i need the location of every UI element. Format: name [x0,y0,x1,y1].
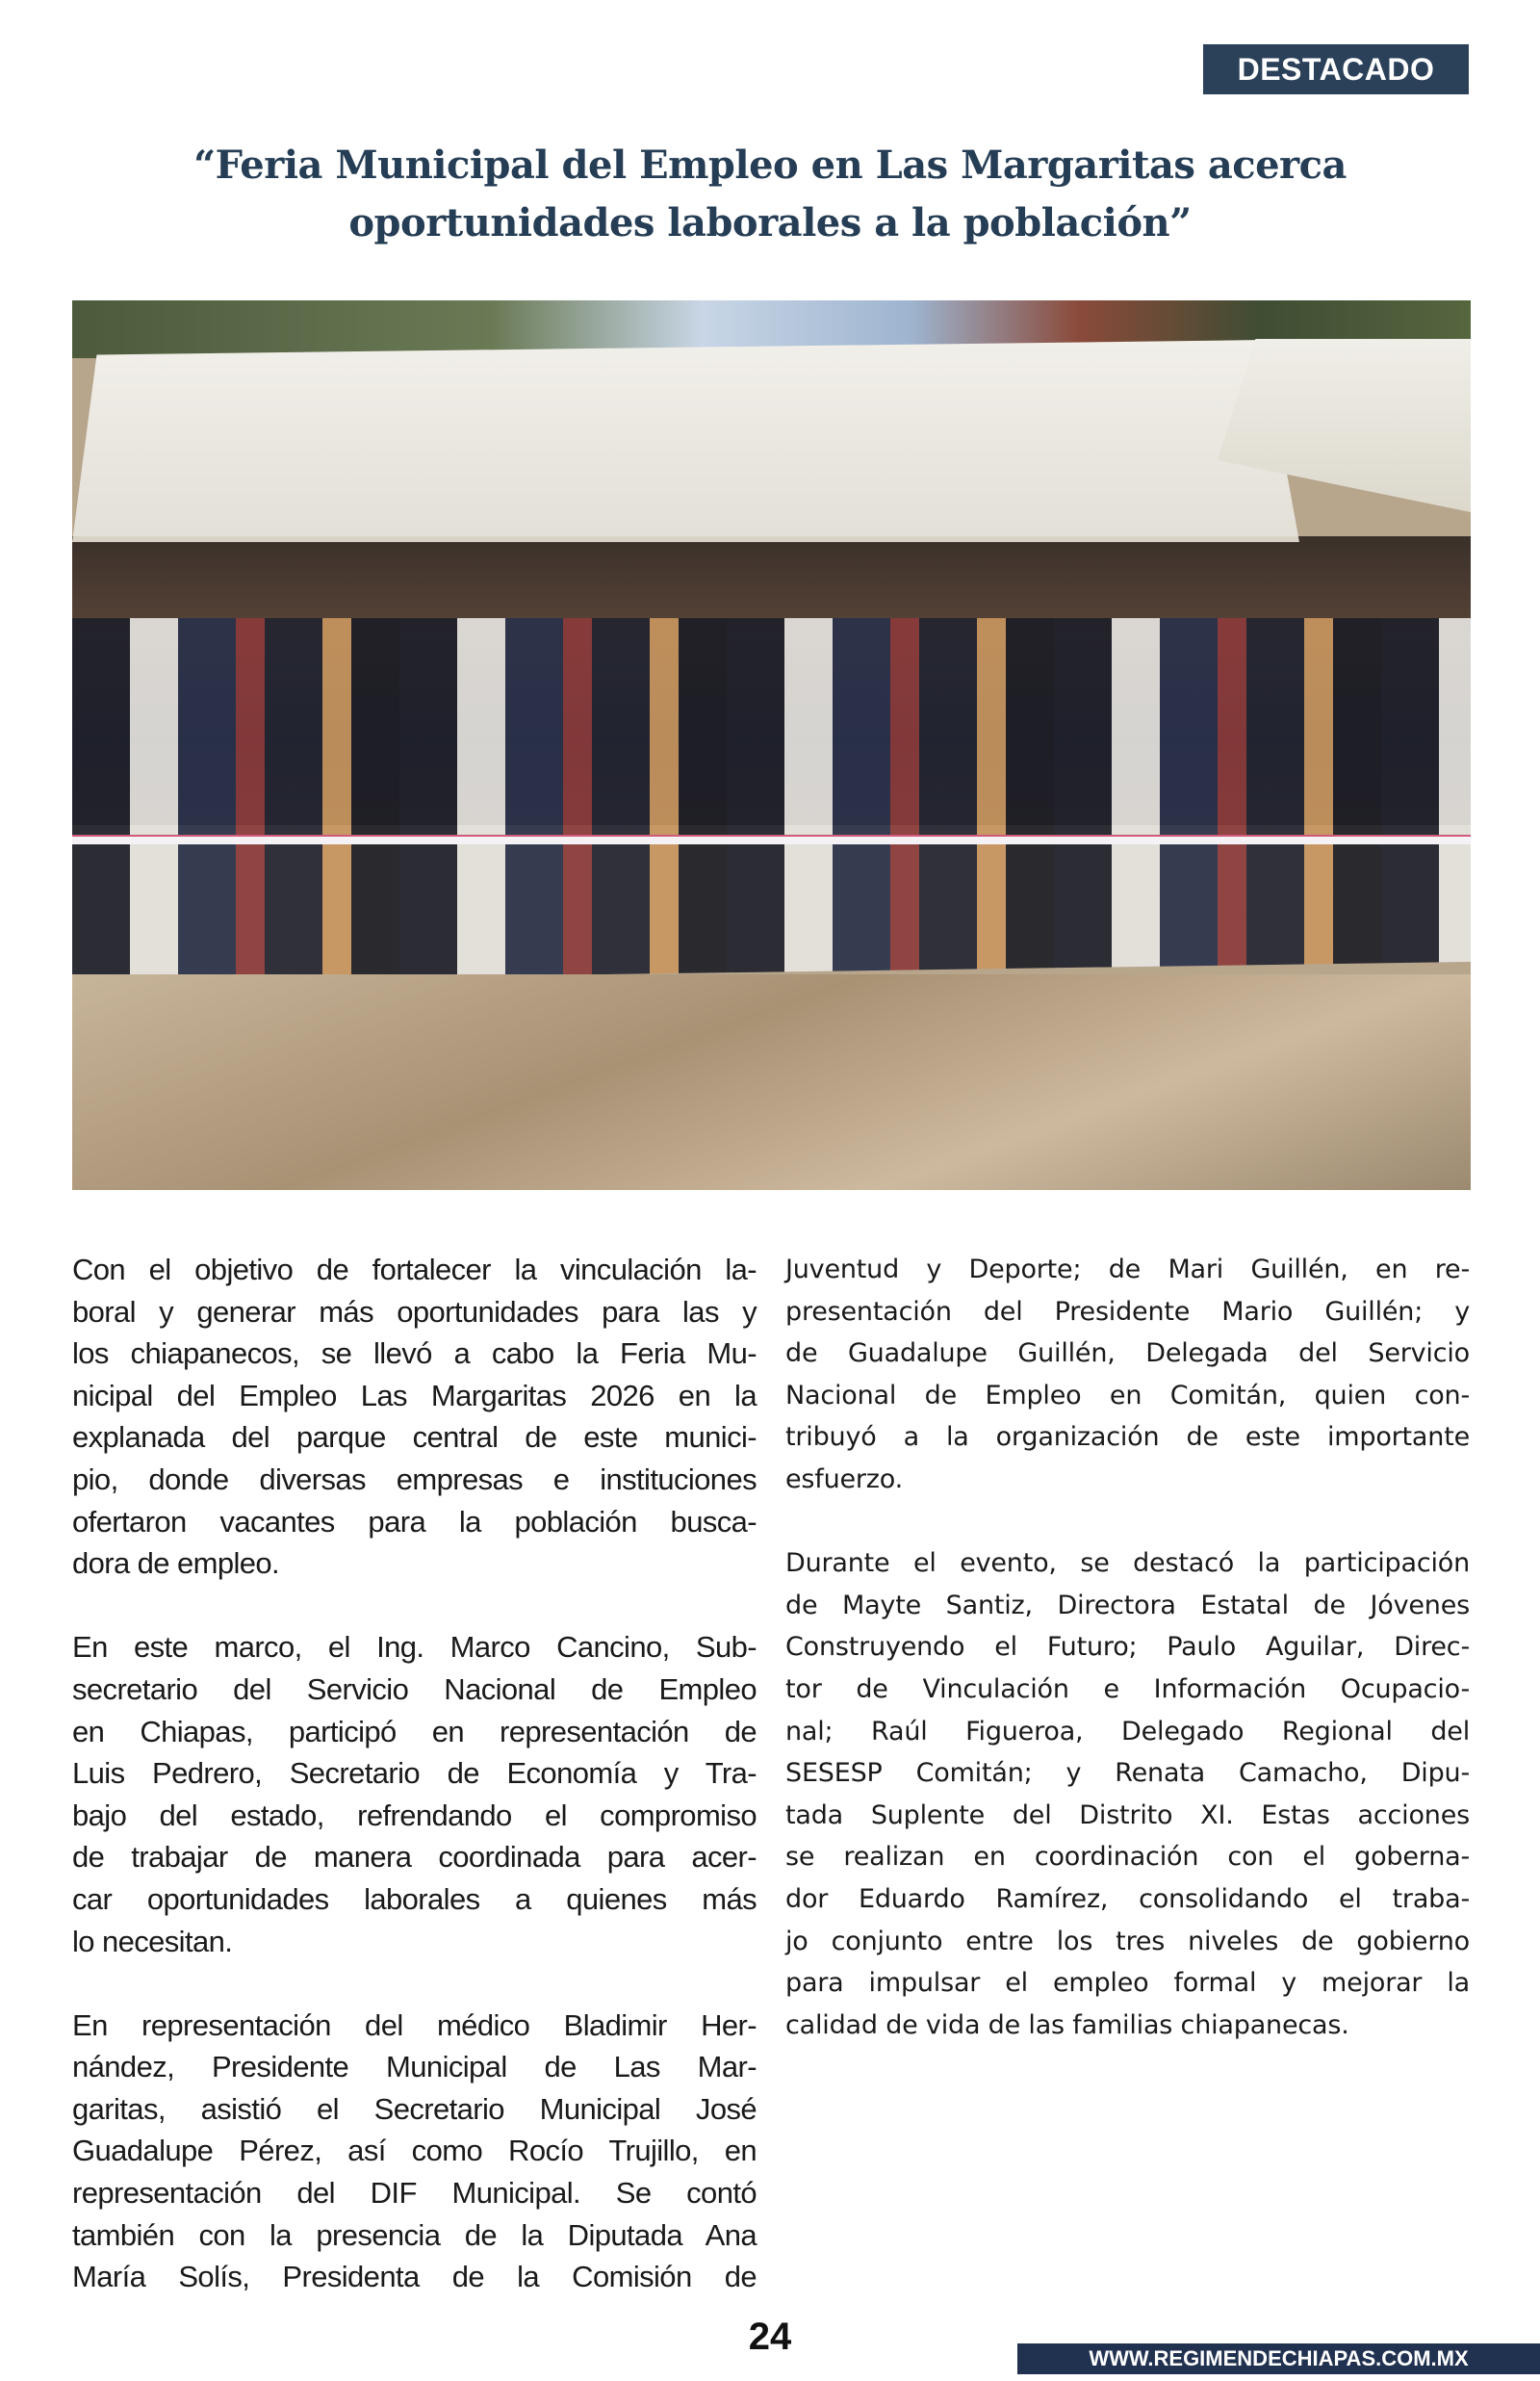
section-badge: DESTACADO [1203,44,1469,94]
paragraph-line: Durante el evento, se destacó la participación [785,1548,1470,1579]
footer-website-url[interactable]: WWW.REGIMENDECHIAPAS.COM.MX [1017,2343,1540,2374]
paragraph-line: Luis Pedrero, Secretario de Economía y Tra- [72,1756,757,1791]
photo-stone-floor [72,974,1471,1190]
paragraph-line: ofertaron vacantes para la población busca- [72,1504,757,1539]
paragraph-line: para impulsar el empleo formal y mejorar la [785,1968,1470,1999]
paragraph-line: nicipal del Empleo Las Margaritas 2026 en la [72,1378,757,1412]
article-paragraph [785,1249,1470,1501]
article-column-left [72,1249,757,2340]
paragraph-line: dora de empleo. [72,1546,280,1581]
paragraph-line: de Guadalupe Guillén, Delegada del Servicio [785,1338,1470,1369]
paragraph-line: presentación del Presidente Mario Guillén; y [785,1296,1470,1327]
paragraph-line: Construyendo el Futuro; Paulo Aguilar, Direc- [785,1632,1470,1663]
paragraph-line: pio, donde diversas empresas e instituciones [72,1462,757,1496]
page-number: 24 [748,2316,792,2358]
event-photo [72,300,1471,1190]
title-line: oportunidades laborales a la población” [348,200,1192,246]
paragraph-line: Con el objetivo de fortalecer la vinculación la- [72,1253,757,1286]
photo-officials-row [72,618,1471,1022]
paragraph-line: tribuyó a la organización de este importante [785,1422,1470,1453]
paragraph-line: garitas, asistió el Secretario Municipal José [72,2091,757,2126]
paragraph-line: calidad de vida de las familias chiapanecas. [785,2009,1349,2040]
photo-inauguration-ribbon [72,835,1471,844]
article-paragraph [72,1249,757,1585]
article-title [58,137,1482,252]
paragraph-line: secretario del Servicio Nacional de Empleo [72,1671,757,1706]
paragraph-line: esfuerzo. [785,1463,904,1494]
paragraph-line: Nacional de Empleo en Comitán, quien con- [785,1380,1470,1410]
paragraph-line: bajo del estado, refrendando el compromiso [72,1798,757,1832]
paragraph-line: explanada del parque central de este munici- [72,1420,757,1455]
title-line: “Feria Municipal del Empleo en Las Margaritas acerca [193,142,1347,188]
paragraph-line: tada Suplente del Distrito XI. Estas acciones [785,1799,1470,1830]
article-paragraph [785,1542,1470,2046]
paragraph-line: Juventud y Deporte; de Mari Guillén, en re- [785,1255,1470,1284]
paragraph-line: nández, Presidente Municipal de Las Mar- [72,2050,757,2084]
paragraph-line: En representación del médico Bladimir Her- [72,2007,757,2042]
article-paragraph [72,1626,757,1962]
paragraph-line: nal; Raúl Figueroa, Delegado Regional del [785,1716,1470,1747]
paragraph-line: jo conjunto entre los tres niveles de gobierno [785,1926,1470,1956]
paragraph-line: los chiapanecos, se llevó a cabo la Feria Mu- [72,1336,757,1371]
paragraph-line: dor Eduardo Ramírez, consolidando el traba- [785,1883,1470,1914]
paragraph-line: también con la presencia de la Diputada Ana [72,2217,757,2252]
article-column-right [785,1249,1470,2088]
paragraph-line: lo necesitan. [72,1924,233,1958]
photo-tent [72,329,1299,542]
paragraph-line: en Chiapas, participó en representación de [72,1714,757,1748]
paragraph-line: de Mayte Santiz, Directora Estatal de Jóvenes [785,1590,1470,1620]
paragraph-line: tor de Vinculación e Información Ocupacio- [785,1673,1470,1704]
paragraph-line: se realizan en coordinación con el goberna- [785,1842,1470,1873]
paragraph-line: de trabajar de manera coordinada para acer- [72,1840,757,1875]
paragraph-line: representación del DIF Municipal. Se contó [72,2176,757,2211]
paragraph-line: María Solís, Presidenta de la Comisión de [72,2260,757,2294]
article-paragraph [72,2005,757,2298]
paragraph-line: car oportunidades laborales a quienes más [72,1881,757,1916]
paragraph-line: En este marco, el Ing. Marco Cancino, Sub- [72,1630,757,1665]
paragraph-line: boral y generar más oportunidades para las y [72,1294,757,1329]
paragraph-line: SESESP Comitán; y Renata Camacho, Dipu- [785,1758,1470,1789]
paragraph-line: Guadalupe Pérez, así como Rocío Trujillo, en [72,2134,757,2168]
